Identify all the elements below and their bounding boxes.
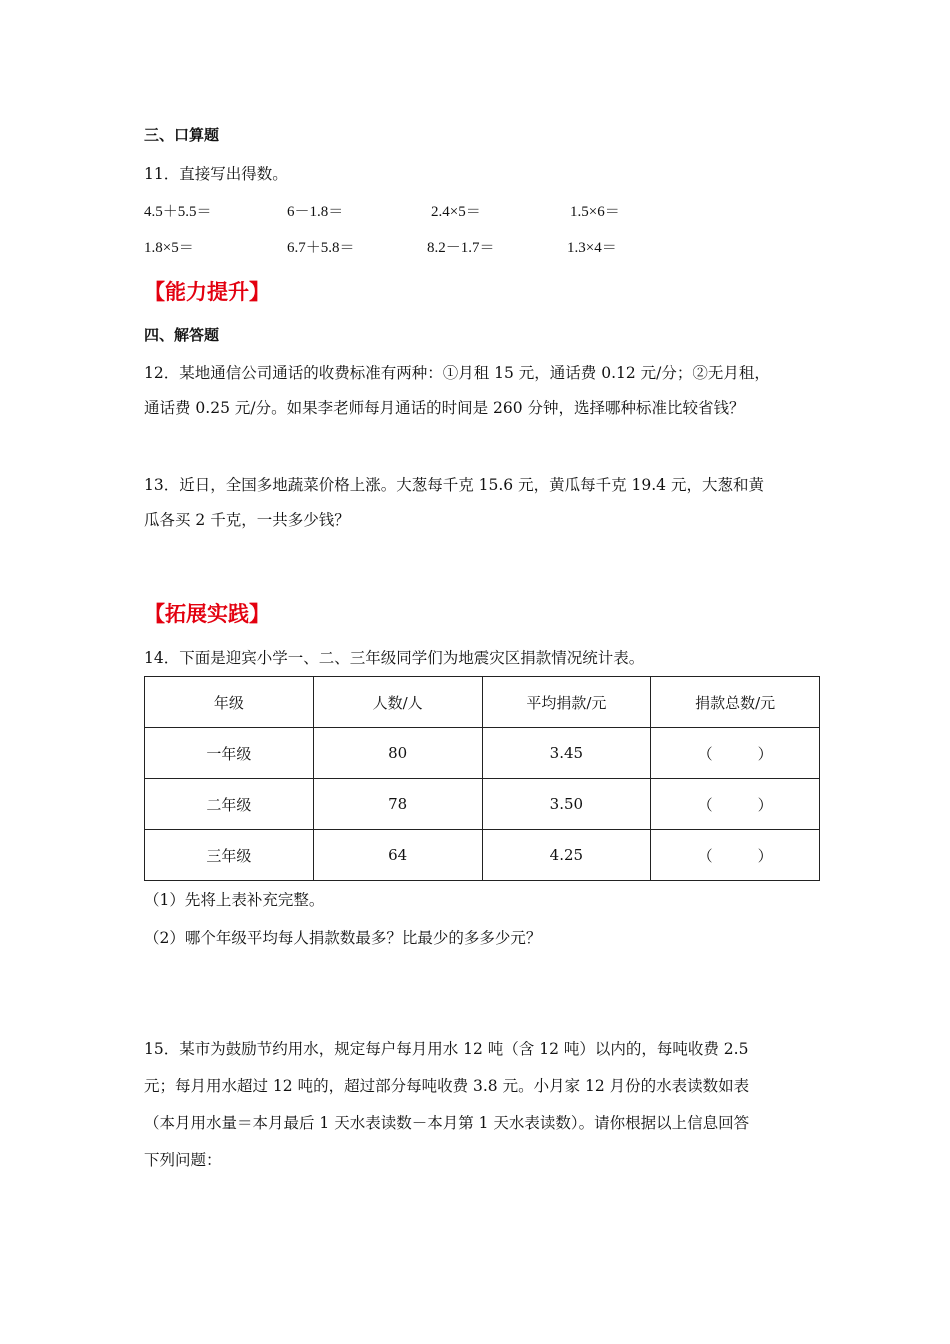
header-average: 平均捐款/元 <box>482 677 651 728</box>
cell-grade: 二年级 <box>145 779 314 830</box>
section-heading-solve: 四、解答题 <box>144 326 220 344</box>
question-14-sub2: （2）哪个年级平均每人捐款数最多？比最少的多多少元？ <box>144 929 542 947</box>
cell-grade: 一年级 <box>145 728 314 779</box>
cell-average: 3.45 <box>482 728 651 779</box>
header-grade: 年级 <box>145 677 314 728</box>
donation-table <box>144 676 820 881</box>
table-row <box>145 779 820 830</box>
question-11: 11．直接写出得数。 <box>144 165 288 183</box>
expand-section-title: 【拓展实践】 <box>144 602 270 626</box>
header-total: 捐款总数/元 <box>651 677 820 728</box>
calc-item: 8.2－1.7＝ <box>427 240 495 256</box>
question-14-intro: 14．下面是迎宾小学一、二、三年级同学们为地震灾区捐款情况统计表。 <box>144 649 645 667</box>
question-15-line2: 元；每月用水超过 12 吨的，超过部分每吨收费 3.8 元。小月家 12 月份的水表读数如表 <box>144 1077 750 1095</box>
header-count: 人数/人 <box>313 677 482 728</box>
question-12-line1: 12．某地通信公司通话的收费标准有两种：①月租 15 元，通话费 0.12 元/分；②无月租， <box>144 364 770 382</box>
calc-item: 6.7＋5.8＝ <box>287 240 355 256</box>
question-14-sub1: （1）先将上表补充完整。 <box>144 891 325 909</box>
question-15-line1: 15．某市为鼓励节约用水，规定每户每月用水 12 吨（含 12 吨）以内的，每吨收费 2.5 <box>144 1040 749 1058</box>
calc-item: 2.4×5＝ <box>431 204 481 220</box>
cell-count: 80 <box>313 728 482 779</box>
calc-item: 4.5＋5.5＝ <box>144 204 212 220</box>
section-heading-oral: 三、口算题 <box>144 126 220 144</box>
cell-average: 3.50 <box>482 779 651 830</box>
calc-item: 1.5×6＝ <box>570 204 620 220</box>
question-13-line1: 13．近日，全国多地蔬菜价格上涨。大葱每千克 15.6 元，黄瓜每千克 19.4 元，大葱和黄 <box>144 476 764 494</box>
table-row <box>145 728 820 779</box>
cell-count: 78 <box>313 779 482 830</box>
cell-average: 4.25 <box>482 830 651 881</box>
cell-total-blank: （ ） <box>651 830 820 881</box>
table-row <box>145 830 820 881</box>
cell-total-blank: （ ） <box>651 728 820 779</box>
calc-item: 1.3×4＝ <box>567 240 617 256</box>
calc-item: 6－1.8＝ <box>287 204 344 220</box>
question-15-line3: （本月用水量＝本月最后 1 天水表读数－本月第 1 天水表读数）。请你根据以上信息回答 <box>144 1114 750 1132</box>
calc-item: 1.8×5＝ <box>144 240 194 256</box>
question-13-line2: 瓜各买 2 千克，一共多少钱？ <box>144 511 350 529</box>
cell-total-blank: （ ） <box>651 779 820 830</box>
table-header-row <box>145 677 820 728</box>
cell-count: 64 <box>313 830 482 881</box>
question-15-line4: 下列问题： <box>144 1151 222 1169</box>
cell-grade: 三年级 <box>145 830 314 881</box>
question-12-line2: 通话费 0.25 元/分。如果李老师每月通话的时间是 260 分钟，选择哪种标准比较省钱？ <box>144 399 745 417</box>
ability-section-title: 【能力提升】 <box>144 280 270 304</box>
